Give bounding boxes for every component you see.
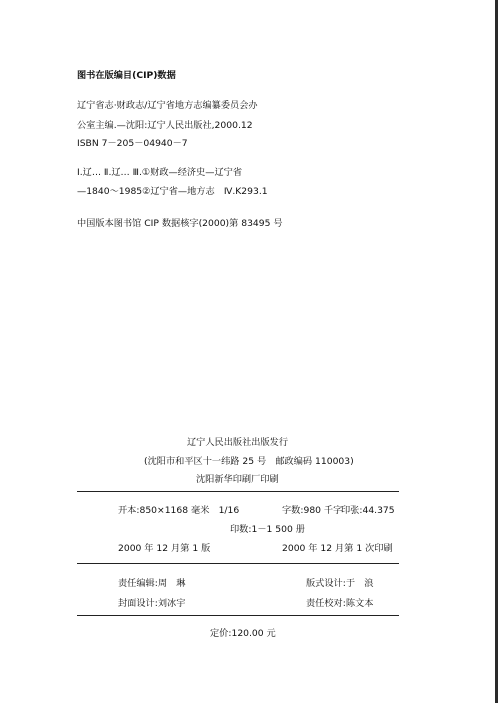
credit-cover: 封面设计:刘冰宇 bbox=[118, 598, 186, 609]
cip-line-1: 辽宁省志·财政志/辽宁省地方志编纂委员会办 bbox=[77, 100, 258, 111]
spec-format: 开本:850×1168 毫米 1/16 bbox=[118, 505, 240, 516]
cip-heading: 图书在版编目(CIP)数据 bbox=[77, 70, 176, 81]
cip-isbn: ISBN 7－205－04940－7 bbox=[77, 138, 188, 149]
spec-printing: 2000 年 12 月第 1 次印刷 bbox=[282, 543, 393, 554]
cip-line-4: Ⅰ.辽… Ⅱ.辽… Ⅲ.①财政—经济史—辽宁省 bbox=[77, 167, 243, 178]
publisher-name: 辽宁人民出版社出版发行 bbox=[187, 437, 289, 448]
credit-proof: 责任校对:陈文本 bbox=[306, 598, 374, 609]
publisher-address: (沈阳市和平区十一纬路 25 号 邮政编码 110003) bbox=[144, 456, 354, 467]
rule-middle bbox=[77, 563, 399, 564]
spec-word-count: 字数:980 千字 bbox=[282, 505, 343, 516]
rule-top bbox=[77, 491, 399, 492]
cip-record-number: 中国版本图书馆 CIP 数据核字(2000)第 83495 号 bbox=[77, 218, 283, 229]
credit-editor: 责任编辑:周 琳 bbox=[118, 578, 186, 589]
cip-line-5: —1840～1985②辽宁省—地方志 Ⅳ.K293.1 bbox=[77, 186, 268, 197]
price: 定价:120.00 元 bbox=[210, 628, 276, 639]
rule-bottom bbox=[77, 615, 399, 616]
credit-layout: 版式设计:于 浪 bbox=[306, 578, 374, 589]
spec-edition: 2000 年 12 月第 1 版 bbox=[118, 543, 211, 554]
printer-name: 沈阳新华印刷厂印刷 bbox=[196, 474, 279, 485]
cip-line-2: 公室主编.—沈阳:辽宁人民出版社,2000.12 bbox=[77, 120, 253, 131]
spec-sheets: 印张:44.375 bbox=[341, 505, 395, 516]
spec-print-run: 印数:1－1 500 册 bbox=[230, 524, 305, 535]
